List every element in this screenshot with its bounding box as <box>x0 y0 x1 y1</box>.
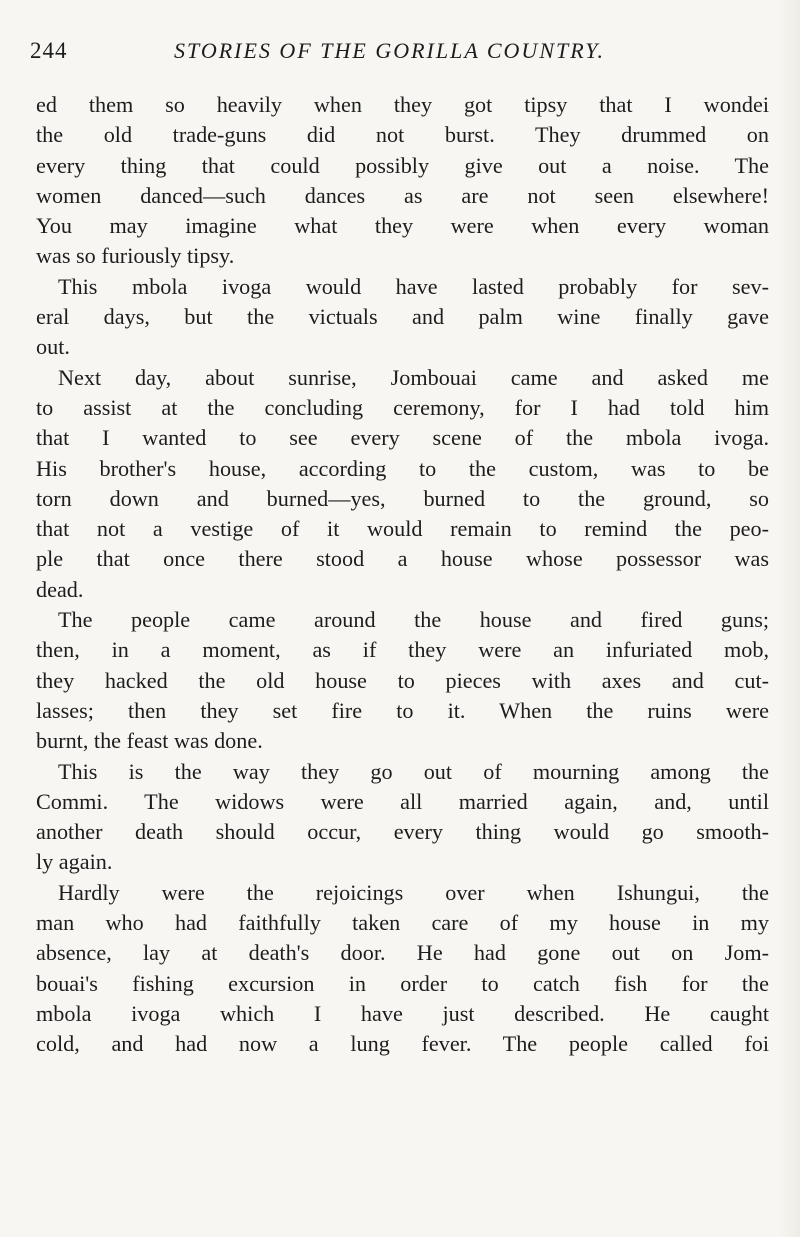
text-line: bouai's fishing excursion in order to catch fish for the <box>36 970 769 996</box>
text-line: out. <box>36 334 70 360</box>
text-line: His brother's house, according to the custom, was to be <box>36 455 769 481</box>
text-line: was so furiously tipsy. <box>36 243 235 269</box>
body-text <box>36 90 769 1060</box>
text-line: Hardly were the rejoicings over when Ishungui, the <box>58 879 769 905</box>
paragraph <box>36 757 769 878</box>
text-line: dead. <box>36 576 84 602</box>
paragraph <box>36 363 769 605</box>
text-line: that I wanted to see every scene of the mbola ivoga. <box>36 425 769 451</box>
text-line: eral days, but the victuals and palm wine finally gave <box>36 304 769 330</box>
paragraph <box>36 272 769 363</box>
text-line: absence, lay at death's door. He had gone out on Jom- <box>36 940 769 966</box>
text-line: the old trade-guns did not burst. They drummed on <box>36 122 769 148</box>
text-line: lasses; then they set fire to it. When the ruins were <box>36 697 769 723</box>
text-line: torn down and burned—yes, burned to the ground, so <box>36 485 769 511</box>
text-line: to assist at the concluding ceremony, for I had told him <box>36 394 769 420</box>
text-line: Commi. The widows were all married again, and, until <box>36 788 769 814</box>
text-line: You may imagine what they were when every woman <box>36 213 769 239</box>
text-line: The people came around the house and fired guns; <box>58 607 769 633</box>
text-line: another death should occur, every thing would go smooth- <box>36 819 769 845</box>
running-head <box>30 38 770 72</box>
text-line: ly again. <box>36 849 113 875</box>
text-line: burnt, the feast was done. <box>36 728 263 754</box>
text-line: that not a vestige of it would remain to remind the peo- <box>36 516 769 542</box>
text-line: women danced—such dances as are not seen elsewhere! <box>36 182 769 208</box>
text-line: every thing that could possibly give out a noise. The <box>36 152 769 178</box>
text-line: then, in a moment, as if they were an infuriated mob, <box>36 637 769 663</box>
running-title: STORIES OF THE GORILLA COUNTRY. <box>174 38 605 63</box>
paragraph <box>36 605 769 756</box>
page-number: 244 <box>30 38 68 63</box>
paragraph <box>36 90 769 272</box>
text-line: cold, and had now a lung fever. The people called foi <box>36 1031 769 1057</box>
page-edge-shadow <box>778 0 800 1237</box>
text-line: man who had faithfully taken care of my house in my <box>36 910 769 936</box>
text-line: This is the way they go out of mourning among the <box>58 758 769 784</box>
text-line: Next day, about sunrise, Jombouai came and asked me <box>58 364 769 390</box>
paragraph <box>36 878 769 1060</box>
text-line: ple that once there stood a house whose possessor was <box>36 546 769 572</box>
text-line: they hacked the old house to pieces with axes and cut- <box>36 667 769 693</box>
text-line: mbola ivoga which I have just described. He caught <box>36 1000 769 1026</box>
text-line: This mbola ivoga would have lasted probably for sev- <box>58 273 769 299</box>
text-line: ed them so heavily when they got tipsy that I wondei <box>36 92 769 117</box>
